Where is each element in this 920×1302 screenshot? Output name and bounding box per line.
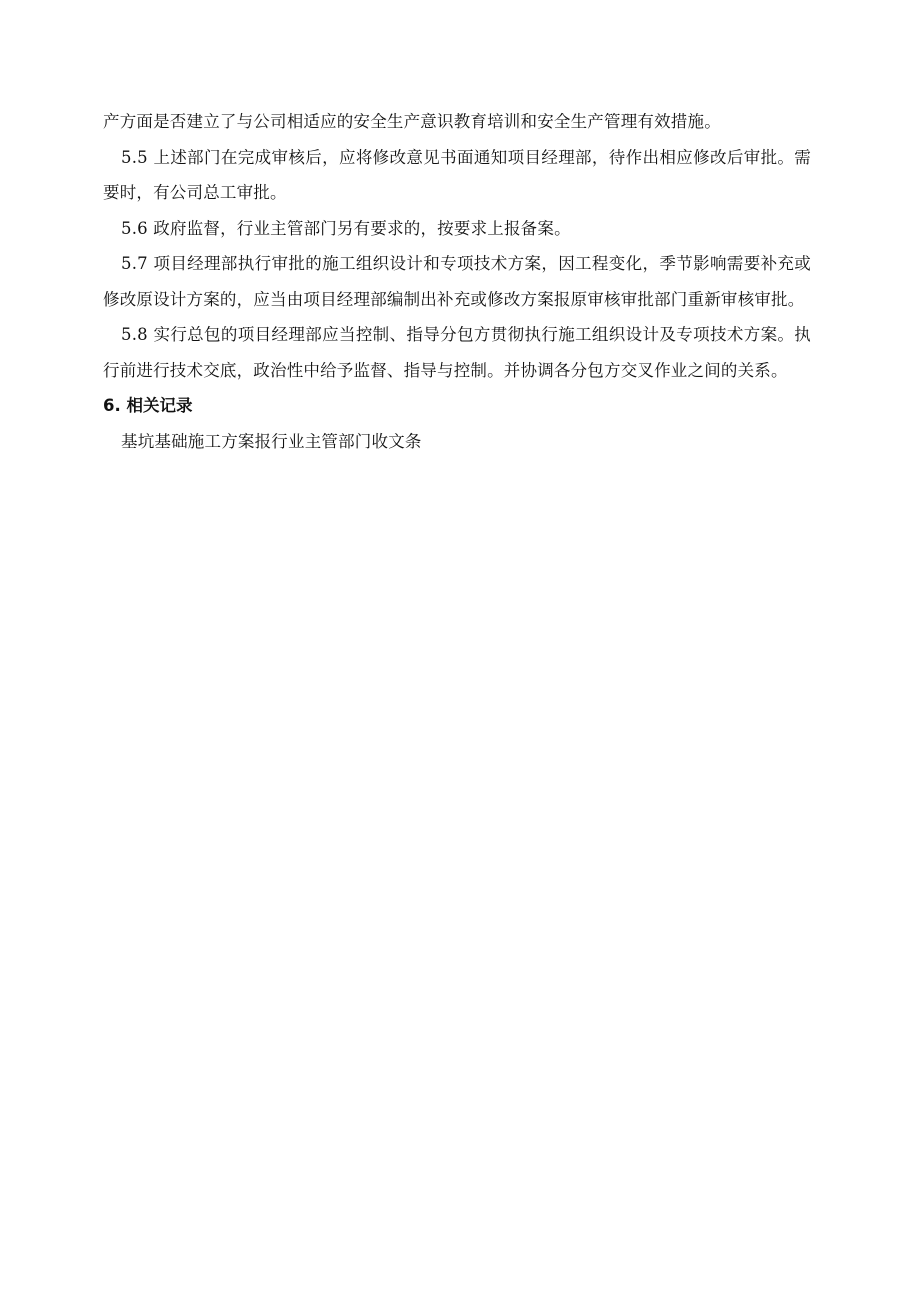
paragraph-5-7: 5.7 项目经理部执行审批的施工组织设计和专项技术方案，因工程变化，季节影响需要补充或修改原设计方案的，应当由项目经理部编制出补充或修改方案报原审核审批部门重新审核审批。 xyxy=(103,254,811,309)
record-item: 基坑基础施工方案报行业主管部门收文条 xyxy=(121,431,422,451)
paragraph-5-6: 5.6 政府监督，行业主管部门另有要求的，按要求上报备案。 xyxy=(121,218,571,238)
paragraph-continuation: 产方面是否建立了与公司相适应的安全生产意识教育培训和安全生产管理有效措施。 xyxy=(103,112,721,131)
paragraph-5-5: 5.5 上述部门在完成审核后，应将修改意见书面通知项目经理部，待作出相应修改后审批。需要时，有公司总工审批。 xyxy=(103,147,811,202)
section-heading-related-records: 6. 相关记录 xyxy=(103,396,193,415)
paragraph-5-8: 5.8 实行总包的项目经理部应当控制、指导分包方贯彻执行施工组织设计及专项技术方案。执行前进行技术交底，政治性中给予监督、指导与控制。并协调各分包方交叉作业之间的关系。 xyxy=(103,325,811,380)
document-body xyxy=(103,104,811,459)
